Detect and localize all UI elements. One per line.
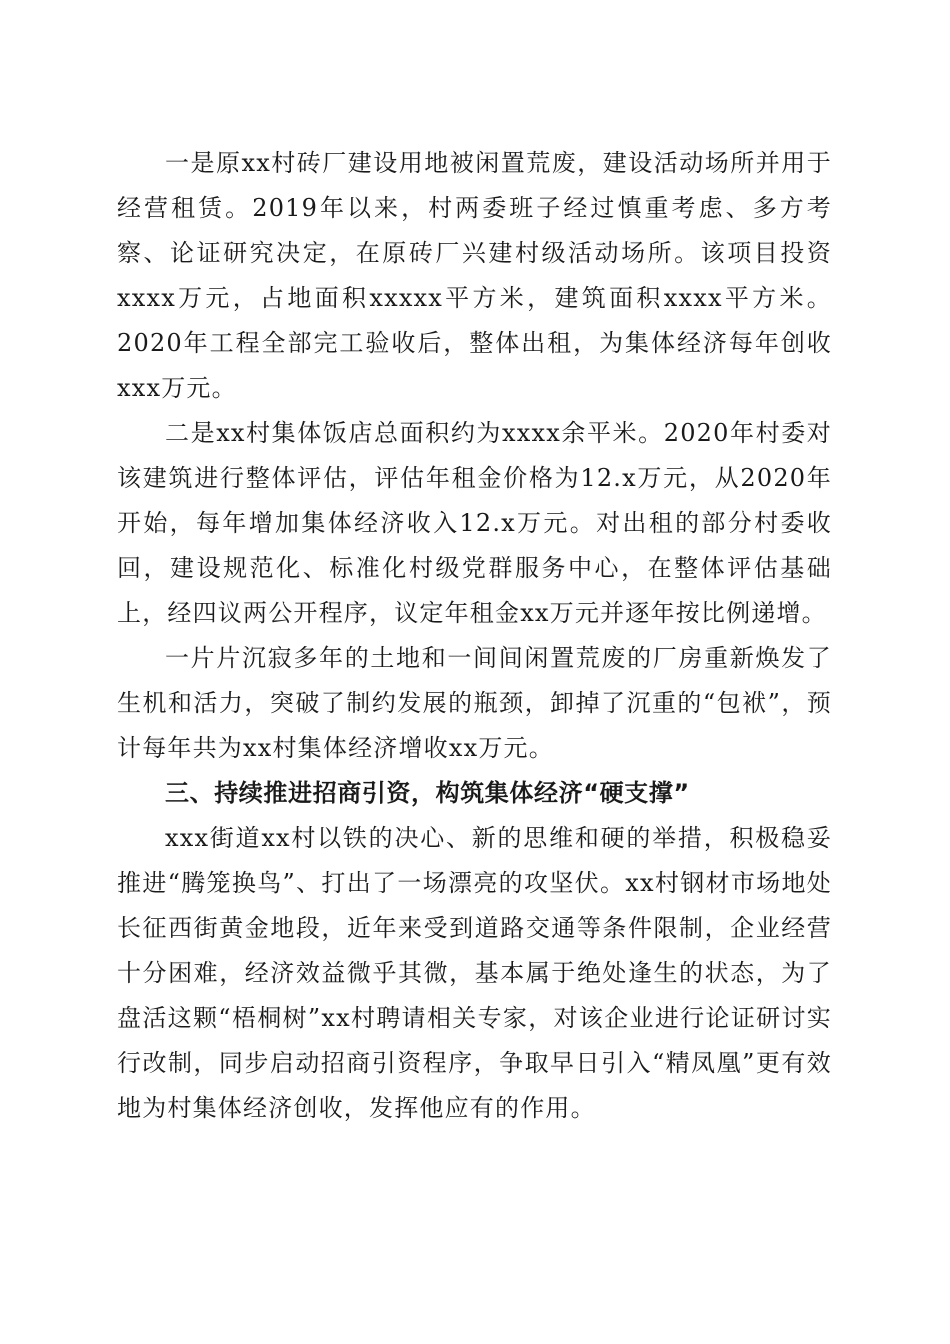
paragraph-brick-factory: 一是原xx村砖厂建设用地被闲置荒废，建设活动场所并用于经营租赁。2019年以来，村两委班子经过慎重考虑、多方考察、论证研究决定，在原砖厂兴建村级活动场所。该项目投资xxxx万元，占地面积xxxxx平方米，建筑面积xxxx平方米。2020年工程全部完工验收后，整体出租，为集体经济每年创收xxx万元。 [117,149,832,402]
paragraph-collective-restaurant: 二是xx村集体饭店总面积约为xxxx余平米。2020年村委对该建筑进行整体评估，评估年租金价格为12.x万元，从2020年开始，每年增加集体经济收入12.x万元。对出租的部分村委收回，建设规范化、标准化村级党群服务中心，在整体评估基础上，经四议两公开程序，议定年租金xx万元并逐年按比例递增。 [117,419,832,627]
paragraph-revitalization-summary: 一片片沉寂多年的土地和一间间闲置荒废的厂房重新焕发了生机和活力，突破了制约发展的瓶颈，卸掉了沉重的“包袱”，预计每年共为xx村集体经济增收xx万元。 [117,644,832,762]
section-heading: 三、持续推进招商引资，构筑集体经济“硬支撑” [165,779,690,807]
paragraph-investment-attraction: xxx街道xx村以铁的决心、新的思维和硬的举措，积极稳妥推进“腾笼换鸟”、打出了一场漂亮的攻坚伏。xx村钢材市场地处长征西街黄金地段，近年来受到道路交通等条件限制，企业经营十分困难，经济效益微乎其微，基本属于绝处逢生的状态，为了盘活这颗“梧桐树”xx村聘请相关专家，对该企业进行论证研讨实行改制，同步启动招商引资程序，争取早日引入“精凤凰”更有效地为村集体经济创收，发挥他应有的作用。 [117,824,832,1122]
document-body [117,141,832,1131]
